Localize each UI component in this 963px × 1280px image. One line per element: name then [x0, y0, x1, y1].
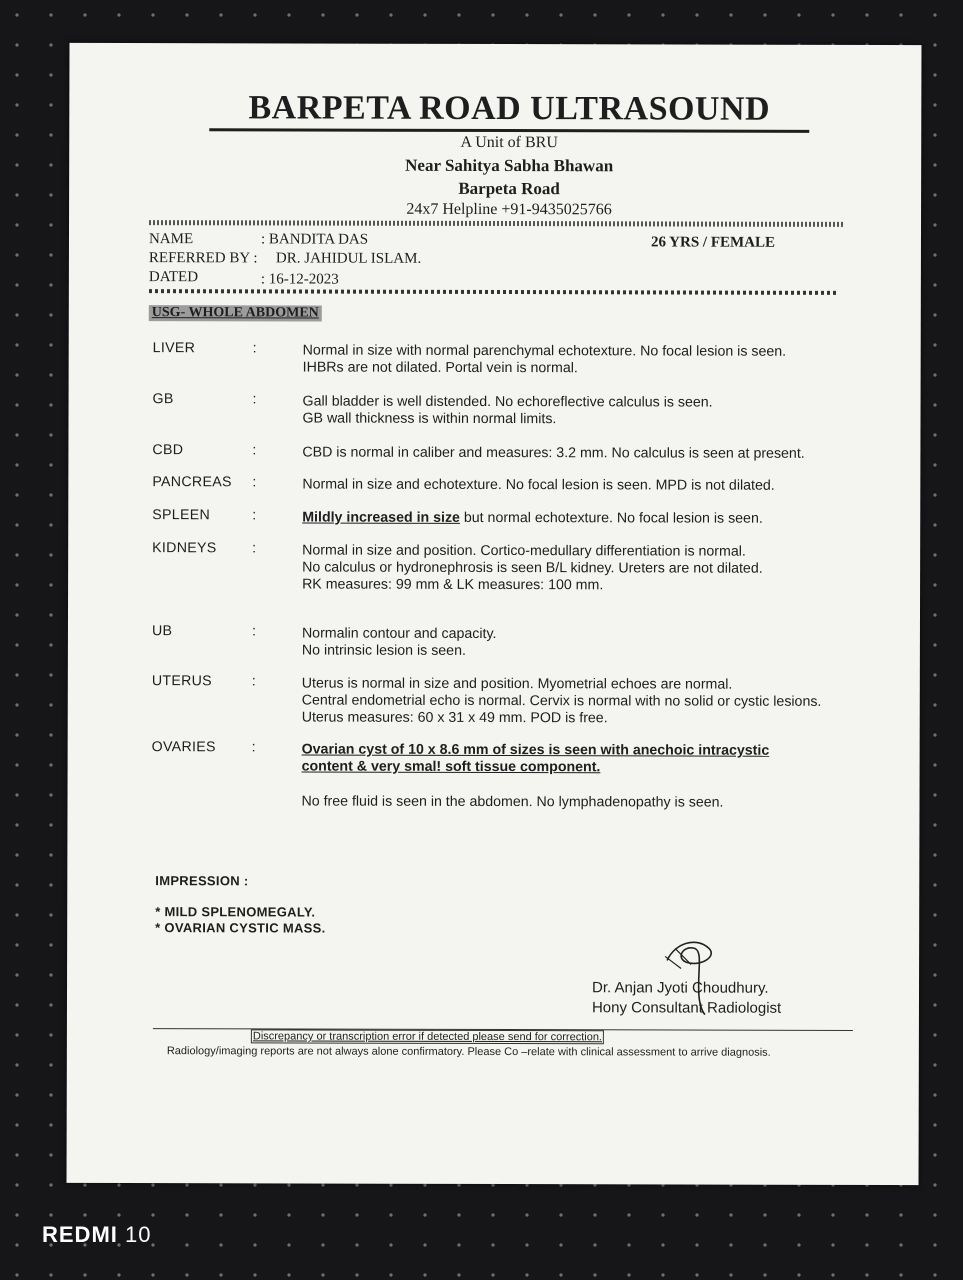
finding-colon: :	[252, 507, 257, 524]
finding-label: OVARIES	[151, 739, 216, 756]
impression-item: * MILD SPLENOMEGALY.	[155, 904, 316, 920]
age-sex: 26 YRS / FEMALE	[650, 234, 776, 251]
finding-line: Gall bladder is well distended. No echoreflective calculus is seen.	[302, 393, 713, 411]
finding-label: KIDNEYS	[152, 540, 217, 557]
finding-colon: :	[251, 673, 256, 690]
clinic-address-line2: Barpeta Road	[458, 178, 560, 199]
report-paper	[67, 43, 922, 1185]
finding-pancreas	[152, 474, 872, 494]
finding-cbd	[152, 442, 872, 462]
clinic-address-line1: Near Sahitya Sabha Bhawan	[405, 155, 614, 176]
finding-text	[302, 509, 862, 527]
finding-line: Normal in size and echotexture. No focal lesion is seen. MPD is not dilated.	[302, 476, 775, 494]
finding-label: GB	[152, 391, 174, 408]
finding-text	[302, 741, 862, 776]
radiologist-name: Dr. Anjan Jyoti Choudhury.	[591, 979, 769, 997]
watermark-model: 10	[125, 1222, 152, 1247]
finding-line: Central endometrial echo is normal. Cervix is normal with no solid or cystic lesions.	[301, 692, 822, 710]
name-label: NAME	[148, 231, 194, 248]
referred-label: REFERRED BY :	[148, 250, 258, 267]
impression-heading: IMPRESSION :	[155, 873, 249, 889]
finding-label: UB	[151, 623, 173, 640]
finding-colon: :	[252, 474, 257, 491]
finding-uterus	[151, 673, 872, 727]
radiologist-title: Hony Consultant Radiologist	[591, 999, 782, 1017]
dated-value: : 16-12-2023	[260, 271, 339, 288]
clinic-name: BARPETA ROAD ULTRASOUND	[209, 89, 809, 133]
finding-line: CBD is normal in caliber and measures: 3.2 mm. No calculus is seen at present.	[302, 444, 805, 462]
finding-line: No calculus or hydronephrosis is seen B/L kidney. Ureters are not dilated.	[302, 559, 763, 577]
finding-colon: :	[252, 540, 257, 557]
finding-line: No intrinsic lesion is seen.	[301, 642, 466, 659]
finding-label: PANCREAS	[152, 474, 232, 491]
finding-line: but normal echotexture. No focal lesion is seen.	[459, 509, 763, 527]
finding-text	[303, 342, 863, 377]
dated-label: DATED	[148, 269, 199, 286]
finding-text	[302, 542, 862, 594]
finding-ovaries	[151, 739, 872, 776]
footer-note: Radiology/imaging reports are not always alone confirmatory. Please Co –relate with clinical assessment to arrive diagnosis.	[166, 1045, 771, 1059]
exam-title: USG- WHOLE ABDOMEN	[149, 305, 322, 321]
finding-colon: :	[252, 340, 257, 357]
signature-block	[592, 978, 781, 1018]
watermark-brand: REDMI	[42, 1222, 118, 1247]
finding-line: IHBRs are not dilated. Portal vein is normal.	[302, 359, 578, 377]
header-divider-band	[149, 220, 844, 227]
finding-line: RK measures: 99 mm & LK measures: 100 mm.	[302, 576, 604, 594]
finding-label: LIVER	[152, 340, 196, 357]
finding-label: CBD	[152, 442, 184, 459]
asterisk-divider	[149, 289, 839, 295]
finding-text	[302, 393, 862, 428]
impression-item: * OVARIAN CYSTIC MASS.	[155, 920, 326, 936]
finding-gb	[152, 391, 873, 428]
finding-line: GB wall thickness is within normal limits.	[302, 410, 557, 428]
finding-text	[302, 625, 862, 660]
name-value: : BANDITA DAS	[260, 231, 369, 248]
finding-text	[302, 444, 862, 462]
finding-spleen	[152, 507, 872, 527]
clinic-unit: A Unit of BRU	[460, 133, 558, 152]
camera-watermark	[42, 1222, 152, 1248]
clinic-helpline: 24x7 Helpline +91-9435025766	[406, 200, 612, 219]
disclaimer-box: Discrepancy or transcription error if detected please send for correction.	[251, 1029, 604, 1044]
finding-text	[302, 675, 862, 727]
finding-line: Uterus measures: 60 x 31 x 49 mm. POD is free.	[301, 709, 608, 727]
additional-note: No free fluid is seen in the abdomen. No lymphadenopathy is seen.	[301, 793, 724, 811]
finding-colon: :	[252, 391, 257, 408]
finding-emphasis: content & very smal! soft tissue component.	[301, 758, 601, 776]
finding-colon: :	[251, 623, 256, 640]
finding-line: Uterus is normal in size and position. Myometrial echoes are normal.	[301, 675, 733, 693]
finding-line: Normal in size and position. Cortico-medullary differentiation is normal.	[302, 542, 746, 560]
finding-emphasis: Ovarian cyst of 10 x 8.6 mm of sizes is seen with anechoic intracystic	[301, 741, 770, 759]
finding-kidneys	[152, 540, 872, 594]
finding-emphasis: Mildly increased in size	[302, 509, 460, 526]
finding-colon: :	[252, 442, 257, 459]
finding-line: Normalin contour and capacity.	[301, 625, 497, 643]
finding-colon: :	[251, 739, 256, 756]
finding-label: UTERUS	[151, 673, 212, 690]
finding-liver	[152, 340, 873, 377]
finding-text	[302, 476, 862, 494]
finding-label: SPLEEN	[152, 507, 211, 524]
additional-note-row	[152, 793, 872, 811]
referred-value: DR. JAHIDUL ISLAM.	[275, 250, 422, 267]
finding-line: Normal in size with normal parenchymal echotexture. No focal lesion is seen.	[302, 342, 787, 360]
finding-ub	[151, 623, 872, 659]
